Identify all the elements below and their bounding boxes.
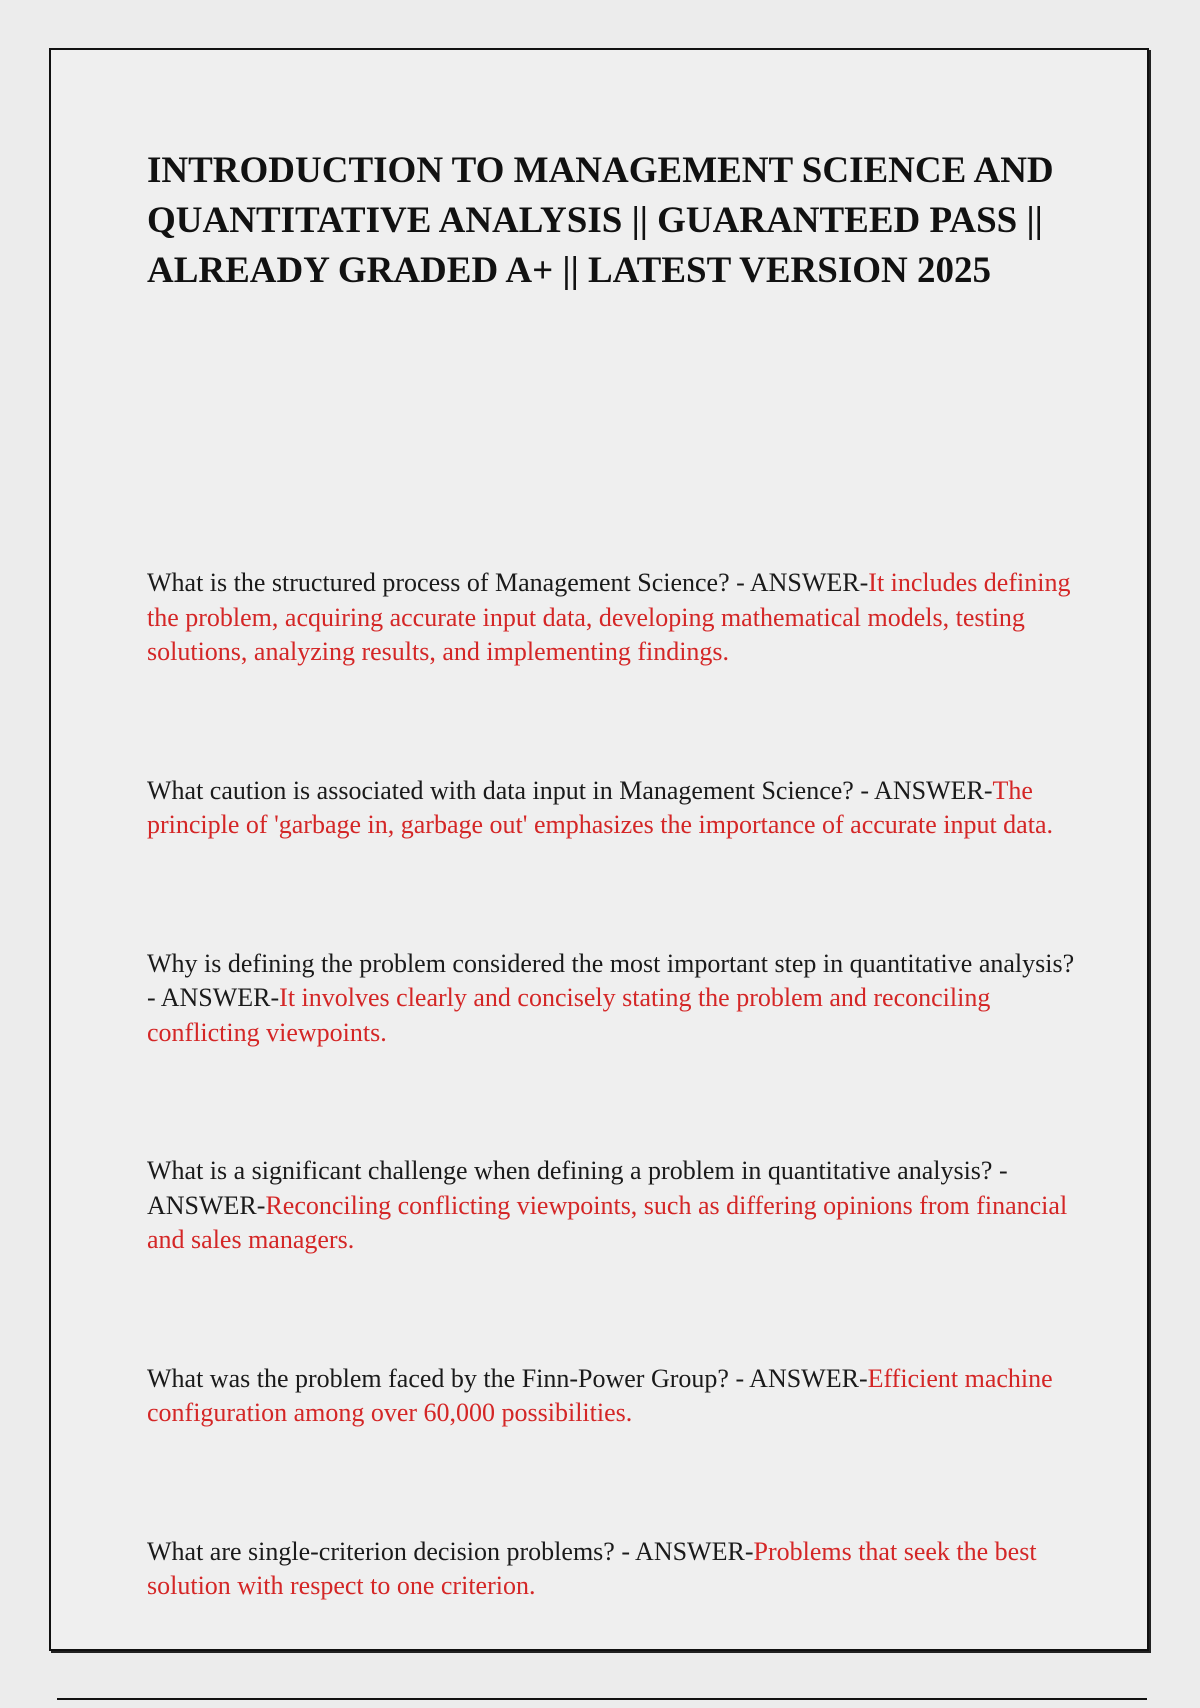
question-text: Why is defining the problem considered the most important step in quantitative analysis? - ANSWER- [147,948,1075,1012]
answer-text: It involves clearly and concisely stating the problem and reconciling conflicting viewpoints. [147,983,991,1047]
qa-item-2 [147,774,1077,843]
question-text: What was the problem faced by the Finn-Power Group? - ANSWER- [147,1363,868,1393]
qa-item-5 [147,1362,1077,1431]
qa-item-6 [147,1535,1077,1604]
answer-text: It includes defining the problem, acquiring accurate input data, developing mathematical models, testing solutions, analyzing results, and implementing findings. [147,568,1071,666]
qa-list [147,566,1077,1708]
document-title: INTRODUCTION TO MANAGEMENT SCIENCE AND QUANTITATIVE ANALYSIS || GUARANTEED PASS || ALREADY GRADED A+ || LATEST VERSION 2025 [147,150,1054,291]
qa-item-1 [147,566,1077,670]
question-text: What caution is associated with data input in Management Science? - ANSWER- [147,775,993,805]
question-text: What is a significant challenge when defining a problem in quantitative analysis? - ANSWER- [147,1156,1008,1220]
question-text: What is the structured process of Management Science? - ANSWER- [147,568,869,597]
answer-text: Problems that seek the best solution with respect to one criterion. [147,1536,1037,1600]
answer-text: Efficient machine configuration among over 60,000 possibilities. [147,1363,1053,1427]
answer-text: Reconciling conflicting viewpoints, such as differing opinions from financial and sales managers. [147,1190,1068,1254]
document-page [49,48,1149,1651]
qa-item-3 [147,947,1077,1051]
answer-text: The principle of 'garbage in, garbage out' emphasizes the importance of accurate input data. [147,775,1053,839]
question-text: What are single-criterion decision problems? - ANSWER- [147,1536,754,1566]
qa-item-4 [147,1154,1077,1258]
